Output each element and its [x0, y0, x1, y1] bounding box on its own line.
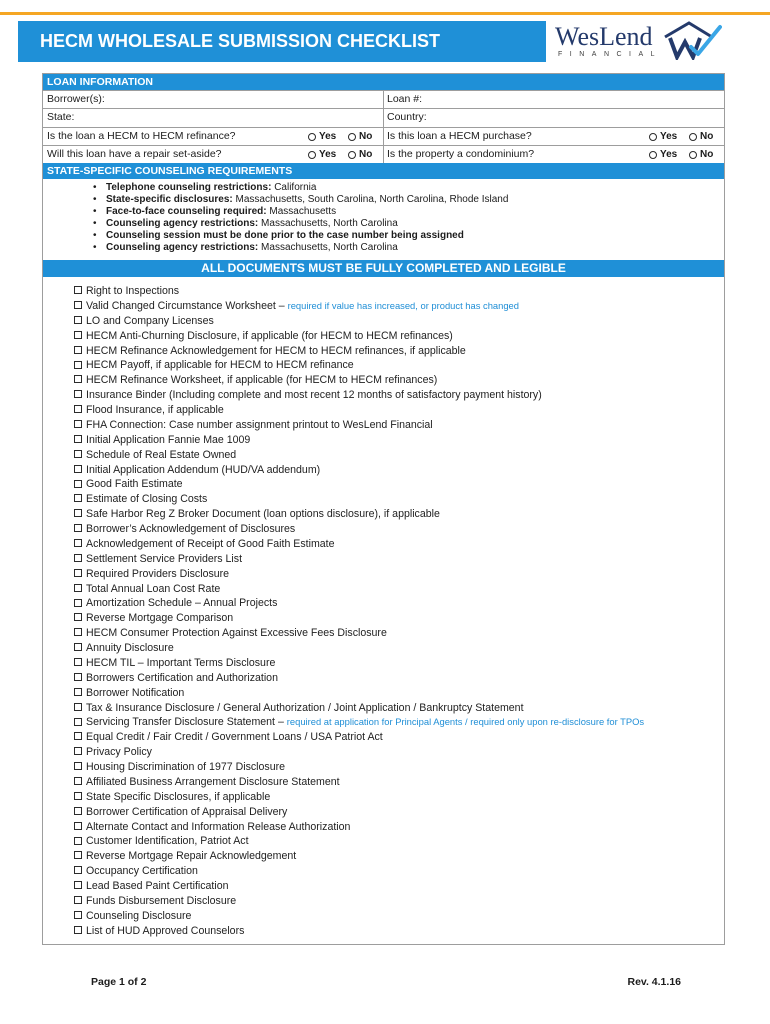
- checkbox[interactable]: [74, 718, 82, 726]
- checklist-item-label: Borrower’s Acknowledgement of Disclosures: [86, 523, 296, 535]
- checklist-item: [74, 403, 724, 418]
- checkbox[interactable]: [74, 911, 82, 919]
- requirement-value: Massachusetts, North Carolina: [261, 242, 398, 253]
- checkbox[interactable]: [74, 390, 82, 398]
- checkbox[interactable]: [74, 807, 82, 815]
- checkbox[interactable]: [74, 777, 82, 785]
- checkbox[interactable]: [74, 837, 82, 845]
- checklist-item-label: Total Annual Loan Cost Rate: [86, 582, 221, 595]
- radio-no-label: No: [359, 149, 373, 160]
- checklist-item: [74, 492, 724, 507]
- condominium-question: Is the property a condominium?: [387, 148, 535, 160]
- checkbox[interactable]: [74, 881, 82, 889]
- radio-no-label: No: [700, 131, 714, 142]
- checklist-item: [74, 805, 724, 820]
- requirement-label: Counseling agency restrictions:: [106, 242, 259, 253]
- checklist-item-label: List of HUD Approved Counselors: [86, 924, 245, 937]
- checklist-item-label: Borrowers Certification and Authorization: [86, 671, 278, 684]
- checkbox[interactable]: [74, 509, 82, 517]
- checkbox[interactable]: [74, 658, 82, 666]
- checklist-item-label: Schedule of Real Estate Owned: [86, 448, 237, 461]
- hecm-purchase-question: Is this loan a HECM purchase?: [387, 130, 532, 142]
- country-field[interactable]: [434, 110, 721, 126]
- checklist-item-label: Equal Credit / Fair Credit / Government Loans / USA Patriot Act: [86, 731, 383, 744]
- checklist-item-label: Good Faith Estimate: [86, 478, 183, 491]
- question-row-1: [43, 127, 724, 145]
- checkbox[interactable]: [74, 628, 82, 636]
- repair-set-aside-cell: [43, 146, 384, 163]
- checklist-item: [74, 879, 724, 894]
- checklist-item-label: Occupancy Certification: [86, 865, 198, 878]
- requirement-value: Massachusetts, South Carolina, North Carolina, Rhode Island: [235, 194, 509, 205]
- checklist-item: [74, 924, 724, 939]
- checkbox[interactable]: [74, 524, 82, 532]
- checklist-item: [74, 537, 724, 552]
- checklist-item-label: HECM Refinance Acknowledgement for HECM to HECM refinances, if applicable: [86, 344, 466, 357]
- checklist-item: [74, 701, 724, 716]
- checklist-item-label: Settlement Service Providers List: [86, 552, 243, 565]
- repair-set-aside-question: Will this loan have a repair set-aside?: [47, 148, 222, 160]
- checkbox[interactable]: [74, 346, 82, 354]
- hecm-refinance-no-radio[interactable]: [348, 128, 372, 145]
- borrowers-label: Borrower(s):: [47, 93, 105, 105]
- checklist-item: [74, 909, 724, 924]
- requirements-list: [106, 182, 724, 254]
- checklist-item-label: Initial Application Fannie Mae 1009: [86, 433, 251, 446]
- checkbox[interactable]: [74, 866, 82, 874]
- checkbox[interactable]: [74, 539, 82, 547]
- loan-number-field[interactable]: [428, 92, 721, 107]
- checklist-item-label: FHA Connection: Case number assignment printout to WesLend Financial: [86, 418, 433, 431]
- checkbox[interactable]: [74, 569, 82, 577]
- checklist-item-label: Annuity Disclosure: [86, 642, 174, 654]
- checkbox[interactable]: [74, 331, 82, 339]
- checkbox[interactable]: [74, 435, 82, 443]
- checklist-item-label: Required Providers Disclosure: [86, 567, 230, 580]
- checklist-item: [74, 745, 724, 760]
- loan-number-cell: [384, 91, 724, 108]
- checkbox[interactable]: [74, 286, 82, 294]
- page-number: Page 1 of 2: [91, 976, 147, 988]
- checklist-item: [74, 596, 724, 611]
- checklist-item: [74, 344, 724, 359]
- checklist-item: [74, 686, 724, 701]
- checklist-item: [74, 299, 724, 314]
- checklist-item: [74, 790, 724, 805]
- loan-number-label: Loan #:: [387, 93, 423, 105]
- checklist-item: [74, 373, 724, 388]
- checkbox[interactable]: [74, 703, 82, 711]
- checkbox[interactable]: [74, 896, 82, 904]
- requirement-item: [106, 194, 724, 206]
- checklist-item-label: Privacy Policy: [86, 746, 152, 759]
- borrowers-cell: [43, 91, 384, 108]
- logo-tagline: FINANCIAL: [558, 51, 663, 58]
- checkbox[interactable]: [74, 316, 82, 324]
- title-banner: [18, 21, 546, 62]
- condominium-yes-radio[interactable]: [649, 146, 677, 163]
- checklist-item-label: Funds Disbursement Disclosure: [86, 894, 237, 907]
- radio-circle-icon[interactable]: [308, 133, 316, 141]
- checklist-item-label: Customer Identification, Patriot Act: [86, 835, 249, 848]
- checklist-item-label: Borrower Notification: [86, 686, 185, 699]
- borrowers-field[interactable]: [117, 92, 380, 107]
- checklist-item: [74, 477, 724, 492]
- requirement-label: Face-to-face counseling required:: [106, 206, 267, 217]
- checklist-item-label: HECM Consumer Protection Against Excessive Fees Disclosure: [86, 627, 387, 640]
- requirement-label: Counseling session must be done prior to the case number being assigned: [106, 230, 464, 241]
- checklist-item-label: HECM TIL – Important Terms Disclosure: [86, 656, 276, 669]
- checklist-item: [74, 611, 724, 626]
- checkbox[interactable]: [74, 450, 82, 458]
- hecm-refinance-cell: [43, 128, 384, 145]
- checklist-item-label: State Specific Disclosures, if applicable: [86, 790, 271, 803]
- repair-set-aside-no-radio[interactable]: [348, 146, 372, 163]
- requirement-item: [106, 182, 724, 194]
- checkbox[interactable]: [74, 405, 82, 413]
- state-label: State:: [47, 111, 75, 123]
- checkbox[interactable]: [74, 732, 82, 740]
- checklist-item: [74, 284, 724, 299]
- checklist-item: [74, 715, 724, 730]
- checkbox[interactable]: [74, 851, 82, 859]
- checklist-item: [74, 552, 724, 567]
- checklist-item: [74, 358, 724, 373]
- checklist-item-label: Acknowledgement of Receipt of Good Faith Estimate: [86, 537, 335, 550]
- checkbox[interactable]: [74, 747, 82, 755]
- checklist-item-label: Affiliated Business Arrangement Disclosure Statement: [86, 775, 340, 788]
- radio-circle-icon[interactable]: [348, 133, 356, 141]
- requirement-label: State-specific disclosures:: [106, 194, 233, 205]
- checkbox[interactable]: [74, 301, 82, 309]
- checkbox[interactable]: [74, 584, 82, 592]
- radio-yes-label: Yes: [319, 149, 337, 160]
- checklist-item-label: HECM Anti-Churning Disclosure, if applicable (for HECM to HECM refinances): [86, 329, 453, 342]
- checkbox[interactable]: [74, 792, 82, 800]
- checklist-item-label: Amortization Schedule – Annual Projects: [86, 597, 278, 610]
- radio-circle-icon[interactable]: [649, 133, 657, 141]
- document-checklist: [43, 277, 724, 939]
- country-cell: [384, 109, 724, 127]
- checkbox[interactable]: [74, 480, 82, 488]
- checkbox[interactable]: [74, 762, 82, 770]
- checklist-item-label: HECM Refinance Worksheet, if applicable (for HECM to HECM refinances): [86, 374, 438, 387]
- checklist-item-label: Reverse Mortgage Comparison: [86, 612, 234, 625]
- checklist-item: [74, 507, 724, 522]
- radio-circle-icon[interactable]: [689, 151, 697, 159]
- checklist-item-label: Insurance Binder (Including complete and most recent 12 months of satisfactory payment history): [86, 389, 542, 402]
- checklist-item: [74, 388, 724, 403]
- checklist-item-note: required at application for Principal Agents / required only upon re-disclosure for TPOs: [286, 716, 645, 728]
- checklist-item: [74, 656, 724, 671]
- checklist-item: [74, 463, 724, 478]
- state-field[interactable]: [83, 110, 380, 126]
- checklist-item-label: Initial Application Addendum (HUD/VA addendum): [86, 463, 321, 476]
- radio-no-label: No: [700, 149, 714, 160]
- checklist-item: [74, 567, 724, 582]
- checklist-item: [74, 641, 724, 656]
- state-country-row: [43, 108, 724, 127]
- checklist-item-label: Counseling Disclosure: [86, 909, 192, 922]
- repair-set-aside-yes-radio[interactable]: [308, 146, 336, 163]
- checklist-item-label: Estimate of Closing Costs: [86, 493, 208, 506]
- requirement-label: Counseling agency restrictions:: [106, 218, 259, 229]
- checklist-item: [74, 834, 724, 849]
- checkbox[interactable]: [74, 673, 82, 681]
- checkbox[interactable]: [74, 599, 82, 607]
- checklist-item-label: HECM Payoff, if applicable for HECM to HECM refinance: [86, 359, 354, 372]
- checklist-item-label: Borrower Certification of Appraisal Delivery: [86, 805, 288, 818]
- checklist-item: [74, 433, 724, 448]
- question-row-2: [43, 145, 724, 163]
- checkbox[interactable]: [74, 688, 82, 696]
- checklist-item: [74, 760, 724, 775]
- loan-information-heading: LOAN INFORMATION: [43, 74, 724, 90]
- checkbox[interactable]: [74, 554, 82, 562]
- checklist-item: [74, 626, 724, 641]
- checklist-item: [74, 671, 724, 686]
- checkbox[interactable]: [74, 465, 82, 473]
- radio-yes-label: Yes: [660, 149, 678, 160]
- requirement-item: [106, 206, 724, 218]
- checklist-item-label: Right to Inspections: [86, 285, 180, 297]
- checkbox[interactable]: [74, 361, 82, 369]
- checklist-item: [74, 522, 724, 537]
- state-cell: [43, 109, 384, 127]
- checklist-item-note: required if value has increased, or product has changed: [287, 299, 519, 311]
- requirement-item: [106, 230, 724, 242]
- documents-heading: ALL DOCUMENTS MUST BE FULLY COMPLETED AND LEGIBLE: [43, 260, 724, 277]
- checkbox[interactable]: [74, 926, 82, 934]
- checklist-item-label: Reverse Mortgage Repair Acknowledgement: [86, 850, 297, 863]
- checklist-item: [74, 894, 724, 909]
- logo-wordmark: WesLend: [555, 22, 653, 51]
- checklist-item: [74, 418, 724, 433]
- requirement-value: Massachusetts: [269, 206, 337, 217]
- requirement-item: [106, 242, 724, 254]
- checkbox[interactable]: [74, 375, 82, 383]
- checklist-item-label: Lead Based Paint Certification: [86, 880, 229, 892]
- checklist-item-label: Alternate Contact and Information Release Authorization: [86, 820, 351, 833]
- checklist-item-label: Tax & Insurance Disclosure / General Authorization / Joint Application / Bankruptcy Statement: [86, 701, 524, 714]
- revision-label: Rev. 4.1.16: [627, 976, 681, 988]
- checklist-item: [74, 730, 724, 745]
- hecm-purchase-no-radio[interactable]: [689, 128, 713, 145]
- radio-no-label: No: [359, 131, 373, 142]
- checklist-item: [74, 448, 724, 463]
- checklist-item-label: Safe Harbor Reg Z Broker Document (loan options disclosure), if applicable: [86, 508, 440, 521]
- counseling-requirements: [43, 179, 724, 260]
- top-accent-rule: [0, 12, 770, 15]
- checkbox[interactable]: [74, 643, 82, 651]
- checklist-item: [74, 314, 724, 329]
- hecm-refinance-question: Is the loan a HECM to HECM refinance?: [47, 130, 236, 142]
- country-label: Country:: [387, 111, 427, 123]
- submission-form: [42, 73, 725, 945]
- condominium-cell: [384, 146, 724, 163]
- checkbox[interactable]: [74, 494, 82, 502]
- checkbox[interactable]: [74, 822, 82, 830]
- checklist-item-label: Valid Changed Circumstance Worksheet –: [86, 299, 285, 312]
- weslend-logo-icon: [662, 20, 722, 60]
- checklist-item-label: Housing Discrimination of 1977 Disclosure: [86, 761, 286, 773]
- checklist-item: [74, 820, 724, 835]
- hecm-refinance-yes-radio[interactable]: [308, 128, 336, 145]
- counseling-requirements-heading: STATE-SPECIFIC COUNSELING REQUIREMENTS: [43, 163, 724, 179]
- borrower-loan-row: [43, 90, 724, 108]
- radio-circle-icon[interactable]: [308, 151, 316, 159]
- hecm-purchase-cell: [384, 128, 724, 145]
- condominium-no-radio[interactable]: [689, 146, 713, 163]
- requirement-item: [106, 218, 724, 230]
- checklist-item-label: Servicing Transfer Disclosure Statement –: [86, 716, 284, 729]
- checklist-item: [74, 329, 724, 344]
- checklist-item: [74, 864, 724, 879]
- requirement-value: California: [274, 182, 317, 193]
- radio-yes-label: Yes: [660, 131, 678, 142]
- checkbox[interactable]: [74, 420, 82, 428]
- requirement-label: Telephone counseling restrictions:: [106, 182, 272, 193]
- radio-circle-icon[interactable]: [689, 133, 697, 141]
- checklist-item: [74, 849, 724, 864]
- radio-circle-icon[interactable]: [649, 151, 657, 159]
- checkbox[interactable]: [74, 613, 82, 621]
- page-title: HECM WHOLESALE SUBMISSION CHECKLIST: [40, 31, 441, 51]
- checklist-item-label: Flood Insurance, if applicable: [86, 404, 224, 416]
- radio-circle-icon[interactable]: [348, 151, 356, 159]
- requirement-value: Massachusetts, North Carolina: [261, 218, 398, 229]
- checklist-item: [74, 582, 724, 597]
- checklist-item-label: LO and Company Licenses: [86, 314, 214, 327]
- radio-yes-label: Yes: [319, 131, 337, 142]
- hecm-purchase-yes-radio[interactable]: [649, 128, 677, 145]
- checklist-item: [74, 775, 724, 790]
